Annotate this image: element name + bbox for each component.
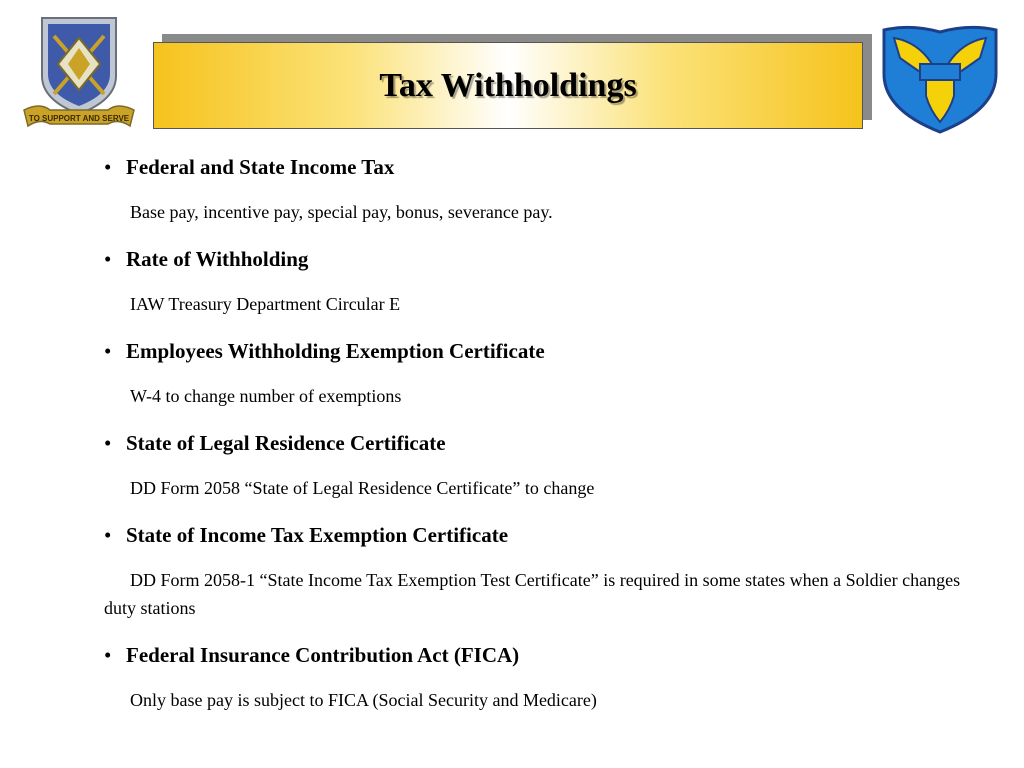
- shoulder-sleeve-insignia-icon: [880, 24, 1000, 136]
- bullet-icon: •: [104, 339, 112, 363]
- bullet-icon: •: [104, 523, 112, 547]
- item-heading: Federal Insurance Contribution Act (FICA): [126, 643, 520, 667]
- item-description: Base pay, incentive pay, special pay, bonus, severance pay.: [130, 202, 553, 222]
- list-item: [104, 152, 984, 226]
- bullet-icon: •: [104, 155, 112, 179]
- item-description: DD Form 2058-1 “State Income Tax Exemption Test Certificate” is required in some states when a Soldier changes duty stations: [104, 570, 961, 618]
- list-item: [104, 520, 984, 622]
- page-title: Tax Withholdings: [379, 66, 637, 104]
- item-heading: Employees Withholding Exemption Certificate: [126, 339, 545, 363]
- item-description: IAW Treasury Department Circular E: [130, 294, 401, 314]
- item-description: Only base pay is subject to FICA (Social Security and Medicare): [130, 690, 597, 710]
- bullet-icon: •: [104, 431, 112, 455]
- item-heading: Federal and State Income Tax: [126, 155, 395, 179]
- list-item: [104, 336, 984, 410]
- item-heading: State of Income Tax Exemption Certificate: [126, 523, 509, 547]
- unit-crest-icon: [20, 14, 138, 132]
- item-heading: Rate of Withholding: [126, 247, 309, 271]
- title-banner: [153, 42, 863, 129]
- list-item: [104, 428, 984, 502]
- list-item: [104, 640, 984, 714]
- crest-motto: TO SUPPORT AND SERVE: [28, 114, 130, 123]
- list-item: [104, 244, 984, 318]
- bullet-list: [104, 152, 984, 714]
- item-heading-row: [104, 520, 984, 550]
- item-heading-row: [104, 244, 984, 274]
- item-heading-row: [104, 152, 984, 182]
- item-description: DD Form 2058 “State of Legal Residence Certificate” to change: [130, 478, 595, 498]
- bullet-icon: •: [104, 247, 112, 271]
- item-heading: State of Legal Residence Certificate: [126, 431, 446, 455]
- bullet-icon: •: [104, 643, 112, 667]
- item-heading-row: [104, 640, 984, 670]
- item-heading-row: [104, 428, 984, 458]
- item-heading-row: [104, 336, 984, 366]
- item-description: W-4 to change number of exemptions: [130, 386, 402, 406]
